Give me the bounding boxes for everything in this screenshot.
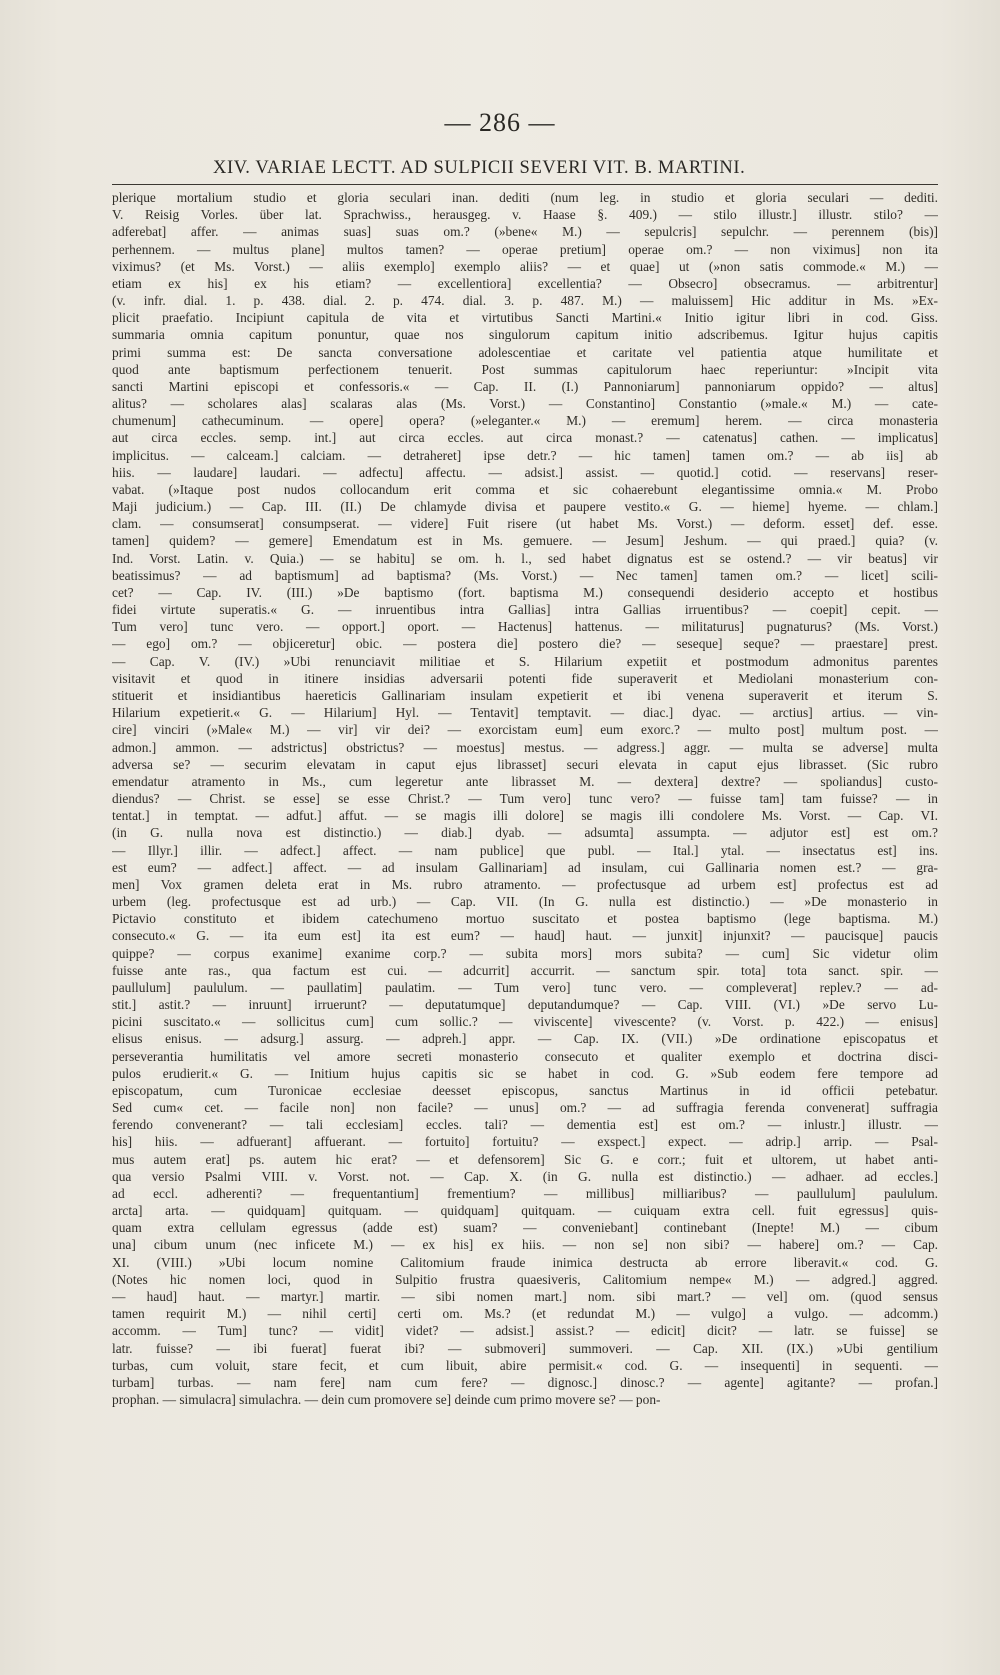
text-line: adversa se? — securim elevatam in caput ejus librasset] securi elevata in caput ejus librasset. (Sic rubro: [112, 756, 938, 772]
text-line: cet? — Cap. IV. (III.) »De baptismo (fort. baptisma M.) consequendi desiderio accepto et hostibus: [112, 584, 938, 600]
text-line: quam extra cellulam egressus (adde est) suam? — conveniebant] continebant (Inepte! M.) — cibum: [112, 1220, 938, 1236]
text-line: Ind. Vorst. Latin. v. Quia.) — se habitu] se om. h. l., sed habet dignatus est se ostend.? — vir beatus] vir: [112, 550, 938, 566]
text-line: plerique mortalium studio et gloria seculari inan. dediti (num leg. in studio et gloria seculari — dediti.: [112, 190, 938, 205]
text-line: perhennem. — multus plane] multos tamen? — operae pretium] operae om.? — non viximus] non ita: [112, 241, 938, 257]
variant-readings-text: [112, 189, 960, 1408]
text-line: plicit praefatio. Incipiunt capitula de vita et virtutibus Sancti Martini.« Initio igitur libri in cod. Giss.: [112, 310, 938, 326]
text-line: viximus? (et Ms. Vorst.) — aliis exemplo] exemplo aliis? — et quae] ut (»non satis commode.« M.) —: [112, 258, 938, 274]
text-line: Tum vero] tunc vero. — opport.] oport. — Hactenus] hattenus. — militaturus] pugnaturus? (Ms. Vorst.): [112, 619, 938, 635]
text-line: beatissimus? — ad baptismum] ad baptisma? (Ms. Vorst.) — Nec tamen] tamen om.? — licet] scili-: [112, 567, 938, 583]
text-line: episcopatum, cum Turonicae ecclesiae deesset episcopus, sanctus Martinus in id officii petebatur.: [112, 1082, 938, 1098]
text-line: etiam ex his] ex his etiam? — excellentiora] excellentia? — Obsecro] obsecramus. — arbitrentur]: [112, 275, 938, 291]
text-line: clam. — consumserat] consumpserat. — videre] Fuit risere (ut habet Ms. Vorst.) — deform. esset] def. esse.: [112, 516, 938, 532]
text-line: Sed cum« cet. — facile non] non facile? — unus] om.? — ad suffragia ferenda convenerat] suffragia: [112, 1100, 938, 1116]
text-line: qua versio Psalmi VIII. v. Vorst. not. — Cap. X. (in G. nulla est distinctio.) — adhaer. ad eccles.]: [112, 1168, 938, 1184]
running-head: XIV. VARIAE LECTT. AD SULPICII SEVERI VIT. B. MARTINI.: [213, 158, 746, 178]
text-line: — Illyr.] illir. — adfect.] affect. — nam publice] que publ. — Ital.] ytal. — insectatus est] ins.: [112, 842, 938, 858]
text-line: admon.] ammon. — adstrictus] obstrictus? — moestus] mestus. — adgress.] aggr. — multa se adverse] multa: [112, 739, 938, 755]
text-line: tamen requirit M.) — nihil certi] certi om. Ms.? (et redundat M.) — vulgo] a vulgo. — adcomm.): [112, 1306, 938, 1322]
text-line: primi summa est: De sancta conversatione adolescentiae et caritate vel patientia atque humilitate et: [112, 344, 938, 360]
text-line: alitus? — scholares alas] scalaras alas (Ms. Vorst.) — Constantino] Constantio (»male.« M.) — cate-: [112, 396, 938, 412]
text-line: Pictavio constituto et ibidem catechumeno mortuo suscitato et postea baptismo (lege baptisma. M.): [112, 911, 938, 927]
text-line: cire] vinciri (»Male« M.) — vir] vir dei? — exorcistam eum] eum exorc.? — multo post] multum post. —: [112, 722, 938, 738]
text-line: tentat.] in temptat. — adfut.] affut. — se magis illi dolore] se magis illi condolere Ms. Vorst. — Cap. VI.: [112, 808, 938, 824]
text-line: quippe? — corpus exanime] exanime corp.? — subita mors] mors subita? — cum] Sic videtur olim: [112, 945, 938, 961]
text-line: hiis. — laudare] laudari. — adfectu] affectu. — adsist.] assist. — quotid.] cotid. — reservans] reser-: [112, 464, 938, 480]
text-line: turbas, cum voluit, stare fecit, et cum libuit, abire permisit.« cod. G. — insequenti] in sequenti. —: [112, 1357, 938, 1373]
text-line: implicitus. — calceam.] calciam. — detraheret] ipse detr.? — hic tamen] tamen om.? — ab iis] ab: [112, 447, 938, 463]
text-line: adferebat] affer. — animas suas] suas om.? (»bene« M.) — sepulcris] sepulchr. — perennem (bis)]: [112, 224, 938, 240]
text-line: quod ante baptismum perfectionem tenuerit. Post summas capitulorum haec reperiuntur: »Incipit vita: [112, 361, 938, 377]
text-line: summaria omnia capitum ponuntur, quae nos singulorum capitum initio adscribemus. Igitur hujus capitis: [112, 327, 938, 343]
text-line: urbem (leg. profectusque est ad urb.) — Cap. VII. (In G. nulla est distinctio.) — »De monasterio in: [112, 894, 938, 910]
text-line: ad eccl. adherenti? — frequentantium] frementium? — millibus] milliaribus? — paullulum] paululum.: [112, 1185, 938, 1201]
text-line: picini suscitato.« — sollicitus cum] cum sollic.? — viviscente] vivescente? (v. Vorst. p. 422.) — enisus]: [112, 1014, 938, 1030]
text-line: (in G. nulla nova est distinctio.) — diab.] dyab. — adsumta] assumpta. — adjutor est] est om.?: [112, 825, 938, 841]
text-line: — Cap. V. (IV.) »Ubi renunciavit militiae et S. Hilarium expetiit et postmodum admonitus parentes: [112, 653, 938, 669]
text-line: men] Vox gramen deleta erat in Ms. rubro atramento. — profectusque ad urbem est] profectus est ad: [112, 876, 938, 892]
text-line: Maji judicium.) — Cap. III. (II.) De chlamyde divisa et paupere vestito.« G. — hieme] hyeme. — chlam.]: [112, 499, 938, 515]
text-line: Hilarium expetierit.« G. — Hilarium] Hyl. — Tentavit] temptavit. — diac.] dyac. — arctius] artius. — vin-: [112, 705, 938, 721]
text-line: elisus enisus. — adsurg.] assurg. — adpreh.] appr. — Cap. IX. (VII.) »De ordinatione episcopatus et: [112, 1031, 938, 1047]
text-line: paullulum] paululum. — paullatim] paulatim. — Tum vero] tunc vero. — compleverat] replev.? — ad-: [112, 979, 938, 995]
text-line: tamen] quidem? — gemere] Emendatum est in Ms. gemuere. — Jesum] Jeshum. — qui praed.] quia? (v.: [112, 533, 938, 549]
text-line: accomm. — Tum] tunc? — vidit] videt? — adsist.] assist.? — edicit] dicit? — latr. se fuisse] se: [112, 1323, 938, 1339]
text-line: pulos erudierit.« G. — Initium hujus capitis sic se habet in cod. G. »Sub eodem fere tempore ad: [112, 1065, 938, 1081]
text-line: fidei virtute superatis.« G. — inruentibus intra Gallias] intra Gallias irruentibus? — coepit] cepit. —: [112, 602, 938, 618]
text-line: — haud] haut. — martyr.] martir. — sibi nomen mart.] nom. sibi mart.? — vel] om. (quod sensus: [112, 1289, 938, 1304]
text-line: perseverantia humilitatis vel amore secreti monasterio consecuto et qualiter exemplo et doctrina disci-: [112, 1048, 938, 1064]
text-line: aut circa eccles. semp. int.] aut circa eccles. aut circa monast.? — catenatus] cathen. — implicatus]: [112, 430, 938, 446]
text-line: emendatur atramento in Ms., cum legeretur ante librasset M. — dextera] dextre? — spoliandus] custo-: [112, 773, 938, 789]
text-line: V. Reisig Vorles. über lat. Sprachwiss., herausgeg. v. Haase §. 409.) — stilo illustr.] illustr. stilo? —: [112, 207, 938, 223]
text-line: fuisse ante ras., qua factum est cui. — adcurrit] accurrit. — sanctum spir. tota] tota sanct. spir. —: [112, 962, 938, 978]
text-line: diendus? — Christ. se esse] se esse Christ.? — Tum vero] tunc vero? — fuisse tam] tam fuisse? — in: [112, 791, 938, 807]
text-line: arcta] arta. — quidquam] quitquam. — quidquam] quitquam. — cuiquam extra cell. fuit egressus] quis-: [112, 1203, 938, 1219]
text-line: his] hiis. — adfuerant] affuerant. — fortuito] fortuitu? — exspect.] expect. — adrip.] arrip. — Psal-: [112, 1134, 938, 1150]
text-line: chumenum] cathecuminum. — opere] opera? (»eleganter.« M.) — eremum] herem. — circa monasteria: [112, 413, 938, 429]
text-line: mus autem erat] ps. autem hic erat? — et defensorem] Sic G. e corr.; fuit et ultorem, ut habet anti-: [112, 1151, 938, 1167]
text-line: stituerit et insidiantibus haereticis Gallinariam insulam expetierit et ibi venena superaverit et iterum S.: [112, 687, 938, 703]
page-number: — 286 —: [444, 108, 556, 137]
text-line: sancti Martini episcopi et confessoris.« — Cap. II. (I.) Pannoniarum] pannoniarum oppido? — altus]: [112, 378, 938, 394]
text-line: (v. infr. dial. 1. p. 438. dial. 2. p. 474. dial. 3. p. 487. M.) — maluissem] Hic additur in Ms. »Ex-: [112, 293, 938, 309]
text-line: vabat. (»Itaque post nudos collocandum erit comma et sic cohaerebunt elegantissime omnia.« M. Probo: [112, 481, 938, 497]
text-line: est eum? — adfect.] affect. — ad insulam Gallinariam] ad insulam, cui Gallinaria nomen est.? — gra-: [112, 859, 938, 875]
text-line: prophan. — simulacra] simulachra. — dein cum promovere se] deinde cum primo movere se? — pon-: [112, 1392, 661, 1408]
text-line: una] cibum unum (nec inficete M.) — ex his] ex hiis. — non se] non sibi? — habere] om.? — Cap.: [112, 1237, 938, 1253]
text-line: — ego] om.? — objiceretur] obic. — postera die] postero die? — seseque] seque? — praestare] prest.: [112, 636, 938, 652]
text-line: latr. fuisse? — ibi fuerat] fuerat ibi? — submoveri] summoveri. — Cap. XII. (IX.) »Ubi gentilium: [112, 1340, 938, 1356]
text-line: visitavit et quod in itinere insidias adversarii potenti fide superaverit et Mediolani monasterium con-: [112, 670, 938, 686]
text-line: ferendo convenerant? — tali ecclesiam] eccles. tali? — dementia est] est om.? — inlustr.] illustr. —: [112, 1117, 938, 1133]
header-rule: [112, 184, 938, 185]
text-line: stit.] astit.? — inruunt] irruerunt? — deputatumque] deputandumque? — Cap. VIII. (VI.) »De servo Lu-: [112, 997, 938, 1013]
text-line: XI. (VIII.) »Ubi locum nomine Calitomium fraude inimica destructa ab errore liberavit.« cod. G.: [112, 1254, 938, 1270]
text-line: (Notes hic nomen loci, quod in Sulpitio frustra quaesiveris, Calitomium nempe« M.) — adgred.] aggred.: [112, 1271, 938, 1287]
text-line: consecuto.« G. — ita eum est] ita est eum? — haud] haut. — junxit] injunxit? — paucisque] paucis: [112, 928, 938, 944]
text-line: turbam] turbas. — nam fere] nam cum fere? — dignosc.] dinosc.? — agente] agitante? — profan.]: [112, 1374, 938, 1390]
